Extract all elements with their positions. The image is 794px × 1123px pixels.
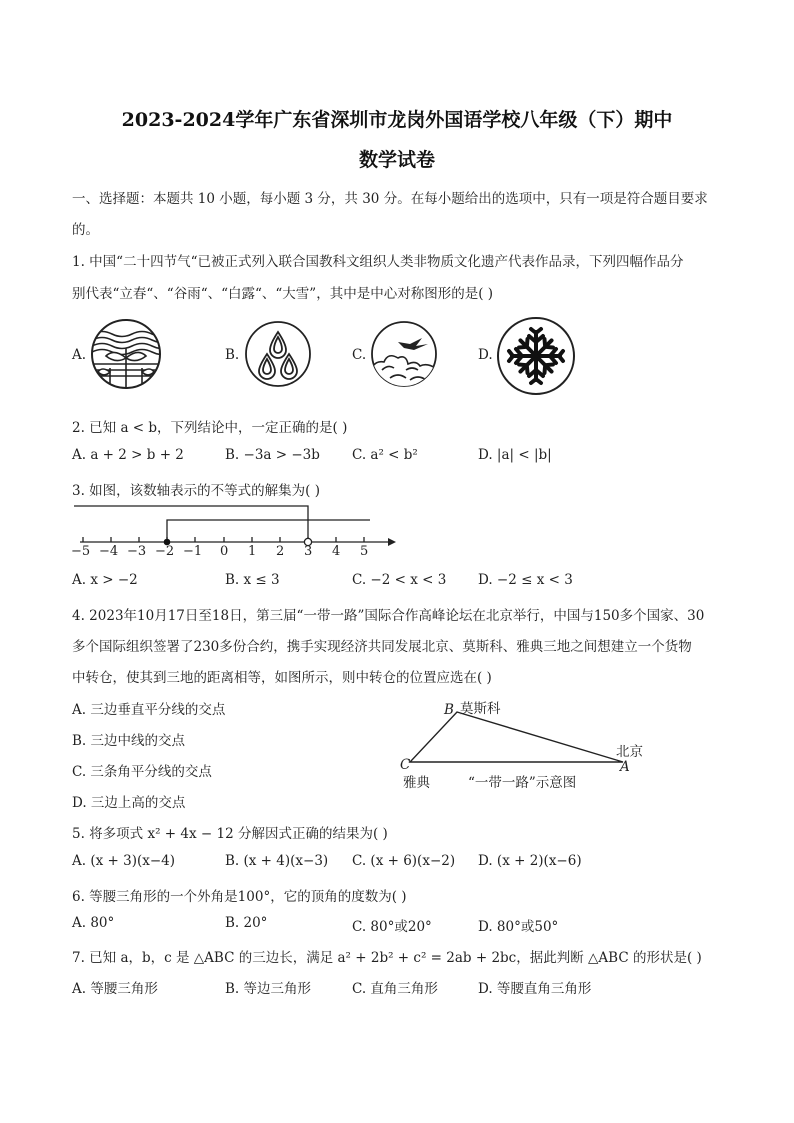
q3-option-b: B. x ≤ 3 <box>225 572 280 588</box>
tick-label: −2 <box>155 544 175 559</box>
number-line-labels <box>70 544 400 560</box>
q3-stem: 3. 如图，该数轴表示的不等式的解集为( ) <box>72 483 320 499</box>
q1-option-a: A. <box>72 347 87 363</box>
q1-stem-line2: 别代表“立春“、“谷雨“、“白露“、“大雪”，其中是中心对称图形的是( ) <box>72 286 494 302</box>
beijing-label: 北京 <box>616 744 643 760</box>
tick-label: 5 <box>360 544 369 559</box>
q5-stem: 5. 将多项式 x² + 4x − 12 分解因式正确的结果为( ) <box>72 826 388 842</box>
page-title: 2023-2024学年广东省深圳市龙岗外国语学校八年级（下）期中 <box>121 109 673 131</box>
vertex-a-label: A <box>620 759 630 775</box>
q2-option-a: A. a + 2 > b + 2 <box>72 447 184 463</box>
tick-label: 2 <box>276 544 285 559</box>
q7-stem: 7. 已知 a，b，c 是 △ABC 的三边长，满足 a² + 2b² + c² = 2ab + 2bc，据此判断 △ABC 的形状是( ) <box>72 950 702 966</box>
white-dew-bird-icon <box>370 320 438 388</box>
q4-option-b: B. 三边中线的交点 <box>72 733 186 749</box>
q3-option-c: C. −2 < x < 3 <box>352 572 447 588</box>
vertex-b-label: B <box>444 702 454 718</box>
q4-option-a: A. 三边垂直平分线的交点 <box>72 702 226 718</box>
tick-label: 0 <box>220 544 229 559</box>
tick-label: −3 <box>127 544 147 559</box>
q7-option-c: C. 直角三角形 <box>352 981 438 997</box>
q7-option-b: B. 等边三角形 <box>225 981 312 997</box>
q4-option-d: D. 三边上高的交点 <box>72 795 186 811</box>
rain-drops-icon <box>244 320 312 388</box>
q4-stem-line1: 4. 2023年10月17日至18日，第三届“一带一路”国际合作高峰论坛在北京举行，中国与150多个国家、30 <box>72 608 705 624</box>
tick-label: −1 <box>183 544 203 559</box>
page-subtitle: 数学试卷 <box>358 149 435 171</box>
q5-option-d: D. (x + 2)(x−6) <box>478 853 582 869</box>
q5-option-a: A. (x + 3)(x−4) <box>72 853 176 869</box>
q1-option-c: C. <box>352 347 367 363</box>
q4-stem-line3: 中转仓，使其到三地的距离相等，如图所示，则中转仓的位置应选在( ) <box>72 670 492 686</box>
q4-option-c: C. 三条角平分线的交点 <box>72 764 212 780</box>
q2-option-d: D. |a| < |b| <box>478 447 552 463</box>
q2-option-b: B. −3a > −3b <box>225 447 320 463</box>
tick-label: −4 <box>99 544 119 559</box>
q6-option-d: D. 80°或50° <box>478 919 559 935</box>
q2-option-c: C. a² < b² <box>352 447 418 463</box>
moscow-label: 莫斯科 <box>460 701 501 717</box>
q3-option-a: A. x > −2 <box>72 572 138 588</box>
snowflake-icon <box>496 316 576 396</box>
tick-label: 4 <box>332 544 341 559</box>
tick-label: 3 <box>304 544 313 559</box>
tick-label: 1 <box>248 544 257 559</box>
q3-option-d: D. −2 ≤ x < 3 <box>478 572 573 588</box>
section-instruction: 一、选择题：本题共 10 小题，每小题 3 分，共 30 分。在每小题给出的选项中，只有一项是符合题目要求 <box>72 191 708 207</box>
q5-option-b: B. (x + 4)(x−3) <box>225 853 329 869</box>
q6-option-b: B. 20° <box>225 915 268 931</box>
section-instruction-cont: 的。 <box>72 222 99 238</box>
q1-stem-line1: 1. 中国“二十四节气“已被正式列入联合国教科文组织人类非物质文化遗产代表作品录，下列四幅作品分 <box>72 254 684 270</box>
q6-option-a: A. 80° <box>72 915 115 931</box>
q4-stem-line2: 多个国际组织签署了230多份合约，携手实现经济共同发展北京、莫斯科、雅典三地之间想建立一个货物 <box>72 639 692 655</box>
tick-label: −5 <box>71 544 91 559</box>
q7-option-a: A. 等腰三角形 <box>72 981 158 997</box>
spring-sprout-icon <box>90 318 162 390</box>
athens-label: 雅典 <box>403 775 430 791</box>
figure-caption: “一带一路”示意图 <box>468 775 577 791</box>
q5-option-c: C. (x + 6)(x−2) <box>352 853 456 869</box>
q2-stem: 2. 已知 a < b，下列结论中，一定正确的是( ) <box>72 420 348 436</box>
q1-option-d: D. <box>478 347 493 363</box>
q6-stem: 6. 等腰三角形的一个外角是100°，它的顶角的度数为( ) <box>72 889 407 905</box>
q1-option-b: B. <box>225 347 240 363</box>
q7-option-d: D. 等腰直角三角形 <box>478 981 592 997</box>
vertex-c-label: C <box>400 757 411 773</box>
q6-option-c: C. 80°或20° <box>352 919 432 935</box>
